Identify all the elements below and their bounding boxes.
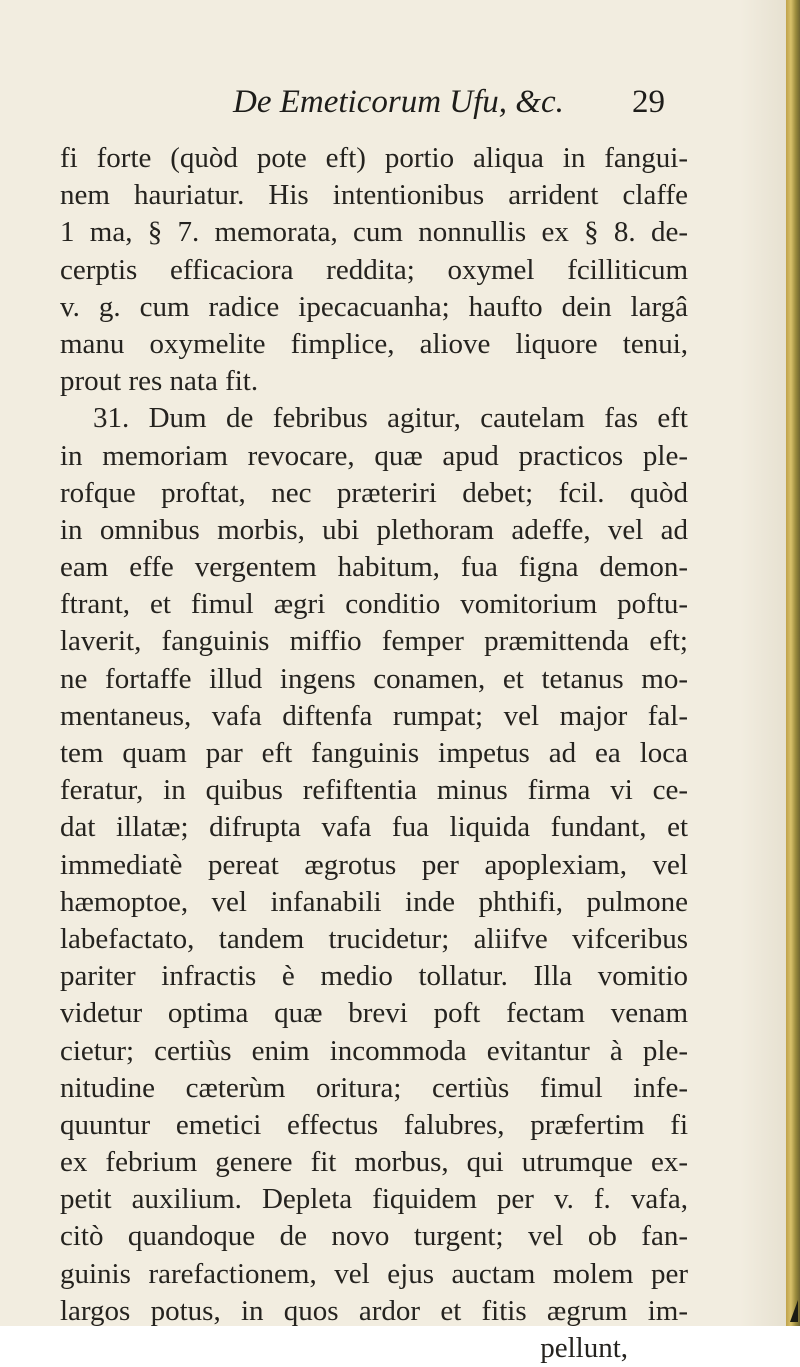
text-line: dat illatæ; difrupta vafa fua liquida fundant, et <box>60 811 688 844</box>
text-line: mentaneus, vafa diftenfa rumpat; vel major fal- <box>60 699 688 732</box>
text-line: eam effe vergentem habitum, fua figna demon- <box>60 551 688 584</box>
text-line: tem quam par eft fanguinis impetus ad ea loca <box>60 737 688 769</box>
page-edge-gilt <box>786 0 800 1326</box>
text-line: feratur, in quibus refiftentia minus firma vi ce- <box>60 774 688 807</box>
text-line: nitudine cæterùm oritura; certiùs fimul infe- <box>60 1071 688 1104</box>
text-line: 1 ma, § 7. memorata, cum nonnullis ex § 8. de- <box>60 216 688 249</box>
text-line: in memoriam revocare, quæ apud practicos ple- <box>60 439 688 472</box>
text-line: ex febrium genere fit morbus, qui utrumque ex- <box>60 1146 688 1179</box>
text-line: guinis rarefactionem, vel ejus auctam molem per <box>60 1257 688 1290</box>
text-line: ne fortaffe illud ingens conamen, et tetanus mo- <box>60 662 688 695</box>
catchword: pellunt, <box>540 1332 628 1364</box>
text-line: prout res nata fit. <box>60 365 259 398</box>
text-line: labefactato, tandem trucidetur; aliifve vifceribus <box>60 922 688 955</box>
text-line: immediatè pereat ægrotus per apoplexiam, vel <box>60 848 688 881</box>
running-head-title: De Emeticorum Ufu, &c. <box>233 84 564 120</box>
page-edge-shadow <box>740 0 788 1326</box>
section-31-first-line: 31. Dum de febribus agitur, cautelam fas eft <box>93 402 688 435</box>
text-line: manu oxymelite fimplice, aliove liquore tenui, <box>60 327 688 360</box>
text-line: videtur optima quæ brevi poft fectam venam <box>60 997 688 1030</box>
text-line: laverit, fanguinis miffio femper præmittenda eft; <box>60 625 688 658</box>
running-head <box>60 84 680 128</box>
text-line: hæmoptoe, vel infanabili inde phthifi, pulmone <box>60 885 688 918</box>
text-line: fi forte (quòd pote eft) portio aliqua in fangui- <box>60 142 688 174</box>
text-line: rofque proftat, nec præteriri debet; fcil. quòd <box>60 476 688 509</box>
text-line: citò quandoque de novo turgent; vel ob fan- <box>60 1220 688 1253</box>
text-line: cerptis efficaciora reddita; oxymel fcilliticum <box>60 253 688 286</box>
text-line: petit auxilium. Depleta fiquidem per v. f. vafa, <box>60 1183 688 1216</box>
text-line: nem hauriatur. His intentionibus arrident claffe <box>60 179 688 212</box>
text-line: in omnibus morbis, ubi plethoram adeffe, vel ad <box>60 513 688 546</box>
text-line: pariter infractis è medio tollatur. Illa vomitio <box>60 960 688 993</box>
text-line: v. g. cum radice ipecacuanha; haufto dein largâ <box>60 290 688 323</box>
text-line: ftrant, et fimul ægri conditio vomitorium poftu- <box>60 588 688 621</box>
page-number: 29 <box>632 84 665 120</box>
text-line: quuntur emetici effectus falubres, præfertim fi <box>60 1108 688 1141</box>
corner-ink-mark <box>790 1300 798 1322</box>
text-line: largos potus, in quos ardor et fitis ægrum im- <box>60 1294 688 1327</box>
body-text <box>60 140 688 1367</box>
text-line: cietur; certiùs enim incommoda evitantur à ple- <box>60 1034 688 1067</box>
